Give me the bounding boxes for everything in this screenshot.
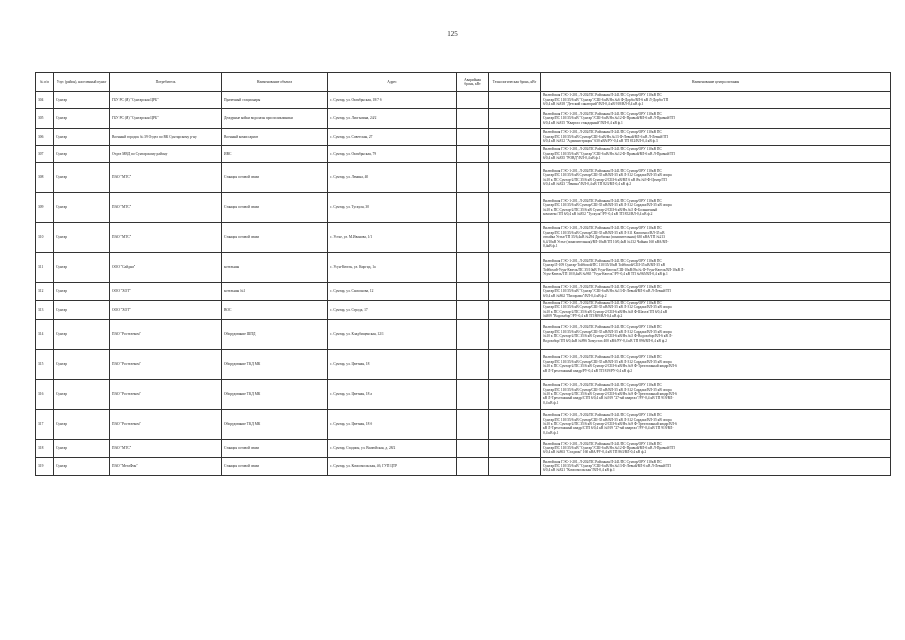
cell-emergency-reserve [457, 409, 489, 439]
power-source-line: Сунтар/ПС 110/35/6 кВ Сунтар/СШ-35 кВ/ВЛ-35 кВ Л-312 Сардаах/ВЛ-35 кВ опора [543, 417, 672, 422]
table-row [36, 163, 891, 193]
cell-emergency-reserve [457, 253, 489, 283]
cell-number: 308 [36, 163, 54, 193]
cell-emergency-reserve [457, 301, 489, 320]
cell-number: 315 [36, 349, 54, 379]
cell-consumer: ПАО "Ростелеком" [110, 319, 222, 349]
cell-address: с. Сунтар, ул. Цветная, 18 б [328, 409, 457, 439]
cell-power-source [541, 193, 891, 223]
cell-consumer: ПАО "Ростелеком" [110, 349, 222, 379]
cell-address: с. Сунтар, ул. Цветная, 18 [328, 349, 457, 379]
cell-consumer: ООО "ХОТ" [110, 301, 222, 320]
table-row [36, 439, 891, 457]
table-row [36, 301, 891, 320]
cell-number: 310 [36, 223, 54, 253]
cell-number: 318 [36, 439, 54, 457]
cell-emergency-reserve [457, 349, 489, 379]
power-source-line: №10 к ПС Сунтар-2/ПС 35/6 кВ Сунтар-2/СШ-6 кВ/Яч.№9 Ф-Трехэтажный квадр/ВЛ-6 [543, 421, 677, 426]
power-source-line: Сунтар/ПС 110/35/6 кВ "Сунтар"/СШ-6 кВ/Яч.№12 Ф-Правый/ВЛ-6 кВ Л-Правый/ТП [543, 151, 675, 156]
cell-tech-reserve [489, 129, 541, 146]
power-source-line: кВ Л-Трехэтажный квадр/РУ-0,4 кВ ТП 819/РУ-0,4 кВ ф.2 [543, 368, 633, 373]
power-source-line: Сунтар/ПС 110/35/6 кВ Сунтар/СШ-35 кВ/ВЛ-35 кВ Л-312 Сардаах/ВЛ-35 кВ опора [543, 387, 672, 392]
power-source-line: 6,4/10кВ Устье (понизительная)/ВЛ-10кВ/ТП 10/0,4кВ №132 Чайная 160 кВА/ВЛ- [543, 239, 669, 244]
cell-emergency-reserve [457, 379, 489, 409]
cell-number: 317 [36, 409, 54, 439]
table-row [36, 129, 891, 146]
cell-address: с. Сунтар, ул. Советская, 27 [328, 129, 457, 146]
power-source-line: Сунтар/ПС 110/35/6 кВ Сунтар/СШ-35 кВ/ВЛ-35 кВ Л-311 Комсомол/ВЛ-35 кВ [543, 230, 665, 235]
cell-tech-reserve [489, 283, 541, 301]
power-source-line: Сунтар/ПС 110/35/6 кВ Сунтар/СШ-35 кВ/ВЛ-35 кВ Л-312 Сардаах/ВЛ-35 кВ опора [543, 203, 672, 208]
cell-power-source [541, 349, 891, 379]
cell-address: с. Устье, ул. М.Иванова, 1/1 [328, 223, 457, 253]
cell-district: Сунтар [54, 253, 110, 283]
cell-emergency-reserve [457, 109, 489, 129]
power-source-line: 0,4кВ ф.1 [543, 244, 558, 249]
power-source-line: Вилюйская ГЭС-1-201, Л-202/ПС Районная/Л-241/ПС Сунтар/ОРУ 110кВ ПС [543, 226, 662, 231]
header-row [36, 73, 891, 92]
power-source-line: 6/0,4 кВ №835 "РОВД"/ВЛ-0,4 кВ ф.1 [543, 156, 601, 161]
cell-district: Сунтар [54, 409, 110, 439]
header-emergency-reserve: Аварийная бронь, кВт [457, 73, 489, 92]
header-address: Адрес [328, 73, 457, 92]
table-row [36, 109, 891, 129]
cell-tech-reserve [489, 163, 541, 193]
power-source-line: кВ Л-Трехэтажный квадр/СТП 6/0,4 кВ №919 "27-мй квартал"/РУ-0,4 кВ ТП 919/ВЛ- [543, 426, 674, 431]
power-source-line: 6/0,4 кВ №862 "Пилорама"/ВЛ-0,4 кВ ф.2 [543, 293, 607, 298]
power-source-line: отпайка Устье/ТП 35/6,4кВ №294 Дробилка (понизительная) 630 кВА/ТП №213 [543, 235, 666, 240]
cell-number: 312 [36, 283, 54, 301]
cell-object: ИВС [222, 146, 328, 163]
cell-tech-reserve [489, 253, 541, 283]
cell-power-source [541, 163, 891, 193]
power-source-line: Вилюйская ГЭС-1-201, Л-202/ПС Районная/Л-241/ПС Сунтар/ОРУ 110кВ ПС [543, 258, 662, 263]
table-row [36, 193, 891, 223]
cell-address: с. Сунтар, ул. Цветная, 18 а [328, 379, 457, 409]
cell-object: Оборудование ТКД МК [222, 379, 328, 409]
cell-emergency-reserve [457, 319, 489, 349]
power-source-line: №10 к ПС Сунтар-2/ПС 35/6 кВ Сунтар-2/СШ-6 кВ/Яч.№9 Ф-Трехэтажный квадр/ВЛ-6 [543, 364, 677, 369]
cell-object: Военный комиссариат [222, 129, 328, 146]
cell-power-source [541, 409, 891, 439]
power-source-line: Тойбохой-Усун-Кюель/ПС 35/10кВ Усун-Кюель/СШ-10кВ/Яч.№ Ф-Усун-Кюель/ВЛ-10кВ Л- [543, 267, 685, 272]
cell-emergency-reserve [457, 283, 489, 301]
cell-emergency-reserve [457, 146, 489, 163]
cell-object: котельная [222, 253, 328, 283]
power-source-line: 6/0,4 кВ №821 "Комсомольская"/ВЛ-0,4 кВ ф.1 [543, 468, 615, 473]
header-num: № п/п [36, 73, 54, 92]
table-row [36, 409, 891, 439]
cell-address: с. Сунтар, ул. Самсонова, 12 [328, 283, 457, 301]
cell-emergency-reserve [457, 223, 489, 253]
power-source-line: Сунтар/Л-109 Сунтар-Тойбохой/ПС 110/35/10кВ Тойбохой/СШ-35 кВ/ВЛ-35 кВ [543, 263, 666, 268]
power-source-line: Сунтар/ПС 110/35/6 кВ "Сунтар"/СШ-6 кВ/Яч.№13 Ф-Левый/ВЛ-6 кВ Л-Левый/ТП [543, 463, 671, 468]
cell-emergency-reserve [457, 92, 489, 109]
header-object: Наименование объекта [222, 73, 328, 92]
power-source-line: №809 "Водозабор"/РУ-0,4 кВ ТП 809/ВЛ-0,4 кВ ф.2 [543, 314, 623, 319]
power-source-line: Вилюйская ГЭС-1-201, Л-202/ПС Районная/Л-241/ПС Сунтар/ОРУ 110кВ ПС [543, 130, 662, 135]
cell-number: 311 [36, 253, 54, 283]
cell-tech-reserve [489, 109, 541, 129]
cell-object: ВОС [222, 301, 328, 320]
cell-object: Станция сотовой связи [222, 439, 328, 457]
power-source-line: 0,4 кВ ф.1 [543, 430, 559, 435]
cell-power-source [541, 92, 891, 109]
cell-district: Сунтар [54, 163, 110, 193]
cell-object: Оборудование ТКД МК [222, 349, 328, 379]
power-source-line: Сунтар/ПС 110/35/6 кВ "Сунтар"/СШ-6 кВ/Яч.№12 Ф-Правый/ВЛ-6 кВ Л-Правый/ТП [543, 445, 675, 450]
cell-object: Оборудование ШПД [222, 319, 328, 349]
table-row [36, 379, 891, 409]
cell-district: Сунтар [54, 109, 110, 129]
power-source-line: 0,4 кВ ф.1 [543, 400, 559, 405]
cell-emergency-reserve [457, 457, 489, 475]
cell-power-source [541, 223, 891, 253]
power-source-line: 6/0,4 кВ №863 "Стадион" 160 кВА/РУ-0,4 кВ ТП 863/ВЛ-0,4 кВ ф.2 [543, 450, 647, 455]
power-source-line: 6/0,4 кВ №815 "Квартал стандарный"/ВЛ-0,4 кВ ф.1 [543, 120, 623, 125]
cell-tech-reserve [489, 349, 541, 379]
power-supply-table [35, 72, 891, 476]
cell-number: 316 [36, 379, 54, 409]
cell-tech-reserve [489, 409, 541, 439]
cell-power-source [541, 109, 891, 129]
power-source-line: Вилюйская ГЭС-1-201, Л-202/ПС Районная/Л-241/ПС Сунтар/ОРУ 110кВ ПС [543, 355, 662, 360]
cell-consumer: ГБУ РС (Я) "Сунтарская ЦРБ" [110, 92, 222, 109]
power-source-line: комплекс/ТП 6/0,4 кВ №852 "Тускуля"/РУ-0,4 кВ ТП 852/ВЛ-0,4 кВ ф.2 [543, 211, 653, 216]
cell-power-source [541, 439, 891, 457]
power-source-line: Вилюйская ГЭС-1-201, Л-202/ПС Районная/Л-241/ПС Сунтар/ОРУ 110кВ ПС [543, 325, 662, 330]
power-source-line: 6/0,4 кВ №823 "Ленина"/ВЛ-0,4 кВ ТП 823/ВЛ-0,4 кВ ф.2 [543, 181, 632, 186]
cell-object: Станция сотовой связи [222, 457, 328, 475]
cell-number: 313 [36, 301, 54, 320]
header-tech-reserve: Технологическая бронь, кВт [489, 73, 541, 92]
power-source-line: Вилюйская ГЭС-1-201, Л-202/ПС Районная/Л-241/ПС Сунтар/ОРУ 110кВ ПС [543, 459, 662, 464]
cell-address: с. Сунтар, ул. Кладбищенская, 12/1 [328, 319, 457, 349]
power-source-line: Водозабор/ТП 6/0,4кВ №896 Хомустах 400 кВА/РУ-0,4 кВ ТП 896/ВЛ-0,4 кВ ф.2 [543, 338, 667, 343]
cell-consumer: Военный городок № 39 Отдел по ВК Сунтарскому р-ну [110, 129, 222, 146]
cell-district: Сунтар [54, 193, 110, 223]
header-consumer: Потребитель [110, 73, 222, 92]
power-source-line: Вилюйская ГЭС-1-201, Л-202/ПС Районная/Л-241/ПС Сунтар/ОРУ 110кВ ПС [543, 168, 662, 173]
header-power-source: Наименование центра питания [541, 73, 891, 92]
cell-address: с. Сунтар, ул. Октябрьская, 79 [328, 146, 457, 163]
cell-power-source [541, 301, 891, 320]
cell-power-source [541, 319, 891, 349]
cell-object: Дежурные койки водолазы при поликлиники [222, 109, 328, 129]
cell-district: Сунтар [54, 439, 110, 457]
power-source-line: 6/0,4 кВ №818 "Детский санаторий"/ВЛ-0,4 кВ 918/ВЛ-0,4 кВ ф.1 [543, 102, 644, 107]
power-source-line: №10 к ПС Сунтар-2/ПС 35/6 кВ Сунтар-2/СШ-6 кВ/Яч.№5 Ф-Больничный [543, 207, 658, 212]
cell-district: Сунтар [54, 349, 110, 379]
cell-power-source [541, 253, 891, 283]
cell-consumer: ООО "Сайдам" [110, 253, 222, 283]
cell-address: с. Усун-Кюель, ул. Киргид, 1а [328, 253, 457, 283]
cell-power-source [541, 129, 891, 146]
power-source-line: Вилюйская ГЭС-1-201, Л-202/ПС Районная/Л-241/ПС Сунтар/ОРУ 110кВ ПС [543, 301, 662, 305]
power-source-line: Вилюйская ГЭС-1-201, Л-202/ПС Районная/Л-241/ПС Сунтар/ОРУ 110кВ ПС [543, 198, 662, 203]
cell-consumer: ООО "ХОТ" [110, 283, 222, 301]
table-body [36, 92, 891, 476]
table-row [36, 253, 891, 283]
cell-power-source [541, 457, 891, 475]
cell-tech-reserve [489, 301, 541, 320]
cell-district: Сунтар [54, 283, 110, 301]
cell-address: с. Сунтар, ул. Ленина, 40 [328, 163, 457, 193]
cell-emergency-reserve [457, 193, 489, 223]
table-row [36, 223, 891, 253]
cell-power-source [541, 283, 891, 301]
cell-object: Станция сотовой связи [222, 223, 328, 253]
cell-power-source [541, 379, 891, 409]
cell-emergency-reserve [457, 163, 489, 193]
cell-consumer: ПАО "МТС" [110, 223, 222, 253]
cell-consumer: ПАО "Ростелеком" [110, 379, 222, 409]
cell-tech-reserve [489, 92, 541, 109]
cell-number: 319 [36, 457, 54, 475]
power-source-line: Вилюйская ГЭС-1-201, Л-202/ПС Районная/Л-241/ПС Сунтар/ОРУ 110кВ ПС [543, 147, 662, 152]
power-source-line: Сунтар/ПС 110/35/6 кВ Сунтар/СШ-35 кВ/ВЛ-35 кВ Л-312 Сардаах/ВЛ-35 кВ опора [543, 305, 672, 310]
header-district: Улус (район), населенный пункт [54, 73, 110, 92]
cell-district: Сунтар [54, 92, 110, 109]
cell-emergency-reserve [457, 129, 489, 146]
power-source-line: №10 к ПС Сунтар-2/ПС 35/6 кВ Сунтар-2/СШ-6 кВ/Яч.№8 Ф-Шахта/ТП 6/0,4 кВ [543, 309, 668, 314]
cell-district: Сунтар [54, 457, 110, 475]
cell-district: Сунтар [54, 319, 110, 349]
power-source-line: №10 к ПС Сунтар-2/ПС 35/6 кВ Сунтар-2/СШ-6 кВ/Яч.№5 Ф-Водозабор/ВЛ-6 кВ Л- [543, 334, 673, 339]
cell-number: 309 [36, 193, 54, 223]
cell-object: Станция сотовой связи [222, 163, 328, 193]
cell-district: Сунтар [54, 301, 110, 320]
power-source-line: кВ Л-Трехэтажный квадр/СТП 6/0,4 кВ №919 "27-мй квартал"/РУ-0,4 кВ ТП 919/ВЛ- [543, 396, 674, 401]
cell-emergency-reserve [457, 439, 489, 457]
power-source-line: Сунтар/ПС 110/35/6 кВ Сунтар/СШ-35 кВ/ВЛ-35 кВ Л-312 Сардаах/ВЛ-35 кВ опора [543, 329, 672, 334]
table-row [36, 457, 891, 475]
cell-tech-reserve [489, 223, 541, 253]
power-source-line: Сунтар/ПС 110/35/6 кВ "Сунтар"/СШ-6 кВ/Яч.№13 Ф-Левый/ВЛ-6 кВ Л-Левый/ТП [543, 289, 671, 294]
cell-consumer: Отдел МВД по Сунтарскому району [110, 146, 222, 163]
cell-address: с. Сунтар, ул. Октябрьская, 18/7 б [328, 92, 457, 109]
table-row [36, 92, 891, 109]
cell-district: Сунтар [54, 223, 110, 253]
table-row [36, 349, 891, 379]
cell-tech-reserve [489, 319, 541, 349]
cell-address: с. Сунтар, ул. Комсомольская, 4б, ГУП ЦТР [328, 457, 457, 475]
table-row [36, 283, 891, 301]
cell-tech-reserve [489, 457, 541, 475]
cell-consumer: ПАО "МТС" [110, 163, 222, 193]
cell-number: 304 [36, 92, 54, 109]
cell-object: котельная №1 [222, 283, 328, 301]
cell-consumer: ПАО "МТС" [110, 193, 222, 223]
cell-address: с. Сунтар, ул. Тускуля, 30 [328, 193, 457, 223]
cell-consumer: ПАО "Ростелеком" [110, 409, 222, 439]
cell-tech-reserve [489, 439, 541, 457]
cell-address: с. Сунтар, ул. Лисгьмина, 24/2 [328, 109, 457, 129]
cell-power-source [541, 146, 891, 163]
cell-tech-reserve [489, 193, 541, 223]
cell-address: с. Сунтар, Стадион, ул. Вилюйская, д. 28/2 [328, 439, 457, 457]
cell-consumer: ПАО "МТС" [110, 439, 222, 457]
power-source-line: Сунтар/ПС 110/35/6 кВ "Сунтар"/СШ-6 кВ/Яч.№12 Ф-Правый/ВЛ-6 кВ Л-Правый/ТП [543, 116, 675, 121]
power-source-line: Сунтар/ПС 110/35/6 кВ "Сунтар"/СШ-6 кВ/Яч.№6 Ф-Дорбо/ВЛ-6 кВ Л-Дорбо/ТП [543, 97, 669, 102]
power-source-line: Вилюйская ГЭС-1-201, Л-202/ПС Районная/Л-241/ПС Сунтар/ОРУ 110кВ ПС [543, 111, 662, 116]
cell-object: Прачечный стационары [222, 92, 328, 109]
cell-object: Станция сотовой связи [222, 193, 328, 223]
cell-number: 314 [36, 319, 54, 349]
cell-tech-reserve [489, 379, 541, 409]
power-source-line: Сунтар/ПС 110/35/6 кВ Сунтар/СШ-35 кВ/ВЛ-35 кВ Л-312 Сардаах/ВЛ-35 кВ опора [543, 359, 672, 364]
cell-district: Сунтар [54, 379, 110, 409]
power-source-line: Вилюйская ГЭС-1-201, Л-202/ПС Районная/Л-241/ПС Сунтар/ОРУ 110кВ ПС [543, 93, 662, 98]
table-row [36, 146, 891, 163]
power-source-line: №10 к ПС Сунтар-2/ПС 35/6 кВ Сунтар-2/СШ-6 кВ/Яч.№9 Ф-Трехэтажный квадр/ВЛ-6 [543, 391, 677, 396]
power-source-line: Вилюйская ГЭС-1-201, Л-202/ПС Районная/Л-241/ПС Сунтар/ОРУ 110кВ ПС [543, 284, 662, 289]
power-source-line: Вилюйская ГЭС-1-201, Л-202/ПС Районная/Л-241/ПС Сунтар/ОРУ 110кВ ПС [543, 413, 662, 418]
power-source-line: Усун-Кюель/ТП 10/0,4кВ №965 "Усун-Кюель"/РУ-0,4 кВ ТП №965/ВЛ-0,4 кВ ф.1 [543, 271, 668, 276]
power-source-line: №10 к ПС Сунтар-2/ПС 35/6 кВ Сунтар-2/СШ-6 кВ/ВЛ 6 кВ Яч.№9 Ф-Центр/ТП [543, 177, 667, 182]
cell-number: 306 [36, 129, 54, 146]
power-source-line: Вилюйская ГЭС-1-201, Л-202/ПС Районная/Л-241/ПС Сунтар/ОРУ 110кВ ПС [543, 383, 662, 388]
cell-district: Сунтар [54, 129, 110, 146]
cell-consumer: ПАО "МегаФон" [110, 457, 222, 475]
page-number: 125 [447, 30, 458, 38]
power-source-line: Вилюйская ГЭС-1-201, Л-202/ПС Районная/Л-241/ПС Сунтар/ОРУ 110кВ ПС [543, 441, 662, 446]
power-source-line: Сунтар/ПС 110/35/6 кВ Сунтар/СШ-6 кВ/Яч.№13 Ф-Левый/ВЛ-6 кВ Л-Левый/ТП [543, 134, 668, 139]
cell-district: Сунтар [54, 146, 110, 163]
cell-consumer: ГБУ РС (Я) "Сунтарская ЦРБ" [110, 109, 222, 129]
cell-number: 307 [36, 146, 54, 163]
cell-address: с. Сунтар, ул. Строда, 17 [328, 301, 457, 320]
cell-tech-reserve [489, 146, 541, 163]
power-source-line: 6/0,4 кВ №812 "Администрация" 630 кВА/РУ-0,4 кВ ТП 812/ВЛ-0,4 кВ ф.3 [543, 139, 658, 144]
cell-number: 305 [36, 109, 54, 129]
table-row [36, 319, 891, 349]
cell-object: Оборудование ТКД МК [222, 409, 328, 439]
power-source-line: Сунтар/ПС 110/35/6 кВ Сунтар/СШ-35 кВ/ВЛ-35 кВ Л-312 Сардаах/ВЛ-35 кВ опора [543, 173, 672, 178]
